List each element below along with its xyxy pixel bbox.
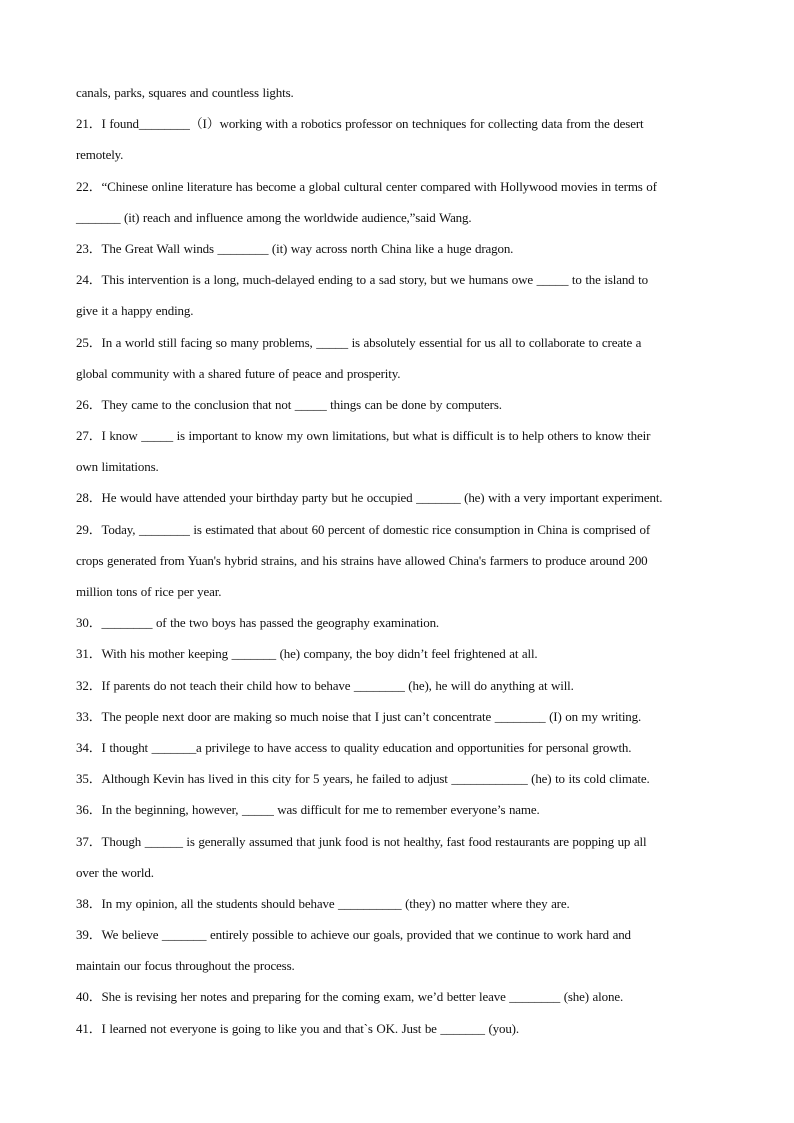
question-35: 35．Although Kevin has lived in this city for 5 years, he failed to adjust ____________ (he) to its cold climate. — [76, 771, 650, 787]
question-40: 40．She is revising her notes and preparing for the coming exam, we’d better leave ________ (she) alone. — [76, 989, 624, 1005]
text-line: canals, parks, squares and countless lights. — [76, 85, 294, 100]
question-34: 34．I thought _______a privilege to have access to quality education and opportunities for personal growth. — [76, 739, 632, 755]
question-26: 26．They came to the conclusion that not _____ things can be done by computers. — [76, 396, 502, 412]
question-30: 30．________ of the two boys has passed the geography examination. — [76, 615, 440, 631]
text-line: remotely. — [76, 147, 124, 163]
text-line: _______ (it) reach and influence among the worldwide audience,”said Wang. — [76, 209, 472, 225]
text-line: own limitations. — [76, 459, 159, 475]
question-38: 38．In my opinion, all the students should behave __________ (they) no matter where they are. — [76, 895, 570, 911]
question-21: 21．I found________（I）working with a robotics professor on techniques for collecting data from the desert — [76, 116, 644, 132]
text-line: million tons of rice per year. — [76, 584, 222, 599]
question-23: 23．The Great Wall winds ________ (it) way across north China like a huge dragon. — [76, 240, 514, 256]
question-22: 22．“Chinese online literature has become a global cultural center compared with Hollywood movies in terms of — [76, 178, 657, 194]
question-27: 27．I know _____ is important to know my own limitations, but what is difficult is to help others to know their — [76, 428, 651, 444]
question-29: 29．Today, ________ is estimated that about 60 percent of domestic rice consumption in China is comprised of — [76, 521, 650, 537]
text-line: maintain our focus throughout the process. — [76, 958, 295, 974]
text-line: over the world. — [76, 864, 154, 880]
question-31: 31．With his mother keeping _______ (he) company, the boy didn’t feel frightened at all. — [76, 646, 538, 662]
question-24: 24．This intervention is a long, much-delayed ending to a sad story, but we humans owe _____ to the island to — [76, 272, 648, 288]
text-line: give it a happy ending. — [76, 303, 194, 319]
text-line: global community with a shared future of peace and prosperity. — [76, 365, 401, 381]
question-33: 33．The people next door are making so much noise that I just can’t concentrate ________ (I) on my writing. — [76, 708, 642, 724]
question-28: 28．He would have attended your birthday party but he occupied _______ (he) with a very important experiment. — [76, 490, 663, 506]
text-line: crops generated from Yuan's hybrid strains, and his strains have allowed China's farmers to produce around 200 — [76, 552, 648, 568]
exercise-text — [76, 77, 721, 1044]
question-39: 39．We believe _______ entirely possible to achieve our goals, provided that we continue to work hard and — [76, 927, 631, 943]
question-37: 37．Though ______ is generally assumed that junk food is not healthy, fast food restaurants are popping up all — [76, 833, 647, 849]
question-25: 25．In a world still facing so many problems, _____ is absolutely essential for us all to collaborate to create a — [76, 334, 642, 350]
question-32: 32．If parents do not teach their child how to behave ________ (he), he will do anything at will. — [76, 677, 574, 693]
question-41: 41．I learned not everyone is going to like you and that`s OK. Just be _______ (you). — [76, 1020, 519, 1036]
question-36: 36．In the beginning, however, _____ was difficult for me to remember everyone’s name. — [76, 802, 540, 818]
